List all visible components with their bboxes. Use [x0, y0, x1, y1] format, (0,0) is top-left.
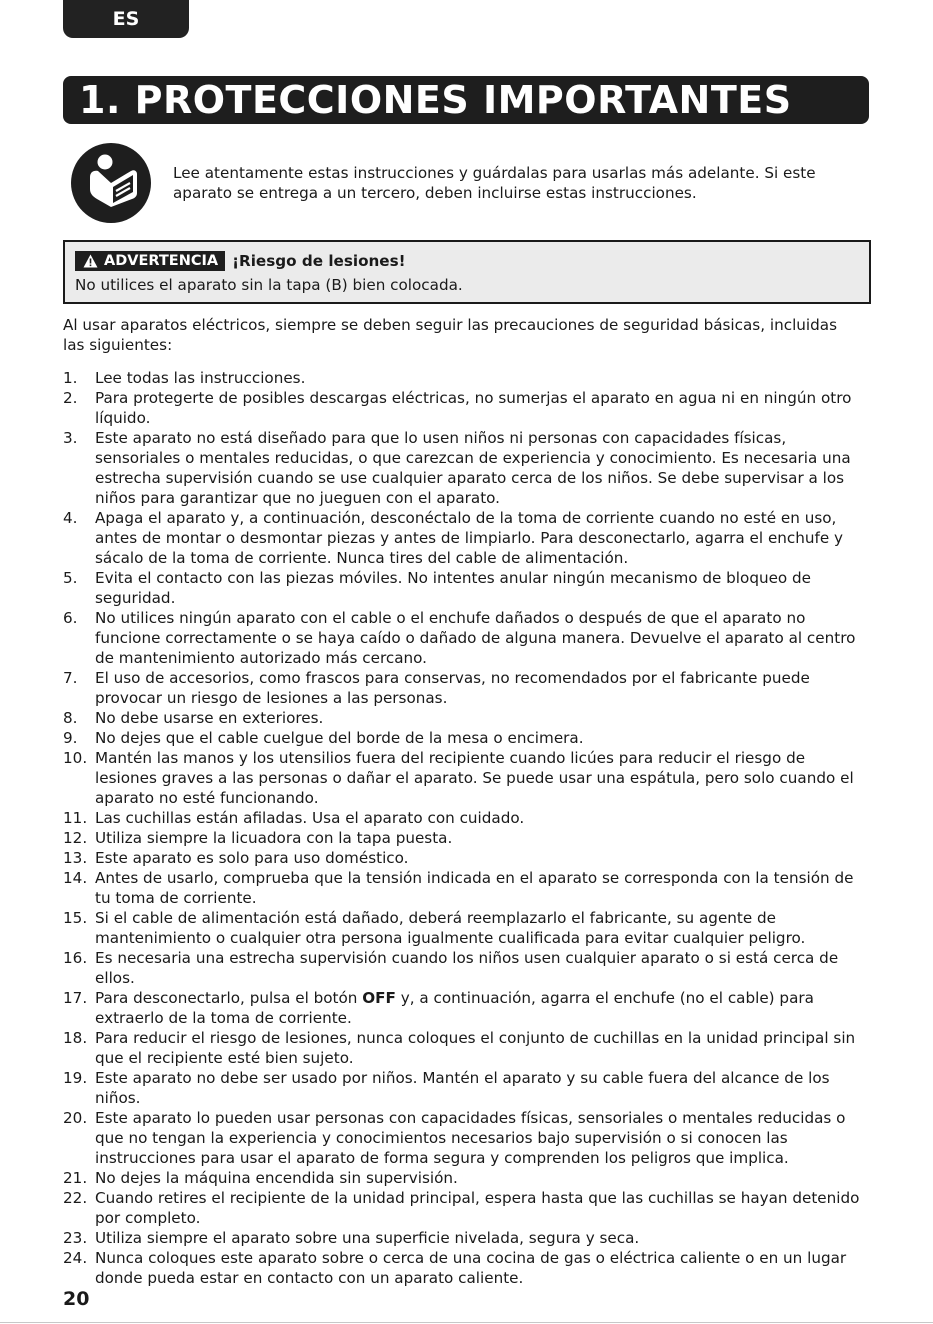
lead-paragraph: Al usar aparatos eléctricos, siempre se deben seguir las precauciones de seguridad básicas, incluidas las siguientes: — [63, 316, 837, 354]
item-number: 11. — [63, 809, 88, 827]
language-tab — [63, 0, 189, 38]
item-text: Nunca coloques este aparato sobre o cerca de una cocina de gas o eléctrica caliente o en un lugar donde pueda estar en contacto con un aparato caliente. — [95, 1249, 847, 1287]
warning-triangle-icon — [83, 254, 98, 268]
item-text: Este aparato lo pueden usar personas con capacidades físicas, sensoriales o mentales reducidas o que no tengan la experiencia y conocimientos necesarios bajo supervisión o si conocen las instrucciones para usar el aparato de forma segura y comprenden los peligros que implica. — [95, 1109, 846, 1167]
item-number: 22. — [63, 1189, 88, 1207]
item-text: Para reducir el riesgo de lesiones, nunca coloques el conjunto de cuchillas en la unidad principal sin que el recipiente esté bien sujeto. — [95, 1029, 856, 1067]
list-item — [63, 948, 871, 988]
item-text: Antes de usarlo, comprueba que la tensión indicada en el aparato se corresponda con la tensión de tu toma de corriente. — [95, 869, 854, 907]
list-item — [63, 1248, 871, 1288]
warning-box — [63, 240, 871, 304]
item-text: Utiliza siempre la licuadora con la tapa puesta. — [95, 829, 453, 847]
item-text: Es necesaria una estrecha supervisión cuando los niños usen cualquier aparato o si está cerca de ellos. — [95, 949, 839, 987]
item-text-part: Para desconectarlo, pulsa el botón — [95, 989, 363, 1007]
item-text: Utiliza siempre el aparato sobre una superficie nivelada, segura y seca. — [95, 1229, 640, 1247]
item-text: Apaga el aparato y, a continuación, desconéctalo de la toma de corriente cuando no esté en uso, antes de montar o desmontar piezas y antes de limpiarlo. Para desconectarlo, agarra el enchufe y sácalo de la toma de corriente. Nunca tires del cable de alimentación. — [95, 509, 844, 567]
intro-text: Lee atentamente estas instrucciones y guárdalas para usarlas más adelante. Si este aparato se entrega a un tercero, deben incluirse estas instrucciones. — [173, 164, 816, 202]
safety-instructions-list — [63, 368, 871, 1288]
list-item — [63, 1108, 871, 1168]
off-button-name: OFF — [362, 989, 396, 1007]
item-text: Lee todas las instrucciones. — [95, 369, 306, 387]
item-text: No dejes que el cable cuelgue del borde de la mesa o encimera. — [95, 729, 584, 747]
item-number: 17. — [63, 989, 88, 1007]
item-text: Este aparato no debe ser usado por niños. Mantén el aparato y su cable fuera del alcance de los niños. — [95, 1069, 830, 1107]
item-text: Las cuchillas están afiladas. Usa el aparato con cuidado. — [95, 809, 525, 827]
list-item — [63, 608, 871, 668]
list-item — [63, 368, 871, 388]
section-title: 1. PROTECCIONES IMPORTANTES — [79, 78, 792, 122]
list-item — [63, 868, 871, 908]
bottom-divider — [0, 1322, 933, 1323]
item-text-part: y, a continuación, agarra el enchufe (no el cable) para extraerlo de la toma de corriente. — [95, 989, 814, 1027]
list-item — [63, 1028, 871, 1068]
item-text: Cuando retires el recipiente de la unidad principal, espera hasta que las cuchillas se hayan detenido por completo. — [95, 1189, 860, 1227]
item-number: 14. — [63, 869, 88, 887]
item-number: 12. — [63, 829, 88, 847]
list-item — [63, 1068, 871, 1108]
item-text: Evita el contacto con las piezas móviles. No intentes anular ningún mecanismo de bloqueo de seguridad. — [95, 569, 812, 607]
item-text: Para protegerte de posibles descargas eléctricas, no sumerjas el aparato en agua ni en ningún otro líquido. — [95, 389, 852, 427]
item-number: 9. — [63, 729, 78, 747]
list-item — [63, 808, 871, 828]
item-text: No dejes la máquina encendida sin supervisión. — [95, 1169, 458, 1187]
item-number: 21. — [63, 1169, 88, 1187]
item-number: 19. — [63, 1069, 88, 1087]
item-number: 24. — [63, 1249, 88, 1267]
item-number: 23. — [63, 1229, 88, 1247]
item-number: 15. — [63, 909, 88, 927]
language-code: ES — [112, 8, 140, 30]
item-text: Este aparato es solo para uso doméstico. — [95, 849, 409, 867]
warning-text: No utilices el aparato sin la tapa (B) bien colocada. — [75, 276, 463, 294]
list-item — [63, 568, 871, 608]
item-number: 16. — [63, 949, 88, 967]
item-number: 18. — [63, 1029, 88, 1047]
list-item — [63, 828, 871, 848]
list-item — [63, 388, 871, 428]
list-item — [63, 988, 871, 1028]
item-text: No utilices ningún aparato con el cable o el enchufe dañados o después de que el aparato no funcione correctamente o se haya caído o dañado de alguna manera. Devuelve el aparato al centro de mantenimiento autorizado más cercano. — [95, 609, 856, 667]
list-item — [63, 748, 871, 808]
page-number: 20 — [63, 1288, 90, 1310]
item-text: Mantén las manos y los utensilios fuera del recipiente cuando licúes para reducir el riesgo de lesiones graves a las personas o dañar el aparato. Se puede usar una espátula, pero solo cuando el aparato no esté funcionando. — [95, 749, 854, 807]
list-item — [63, 1188, 871, 1228]
item-number: 10. — [63, 749, 88, 767]
item-number: 5. — [63, 569, 78, 587]
read-manual-icon — [71, 143, 151, 223]
list-item — [63, 848, 871, 868]
item-number: 8. — [63, 709, 78, 727]
item-number: 7. — [63, 669, 78, 687]
list-item — [63, 428, 871, 508]
warning-label — [75, 251, 225, 271]
warning-label-text: ADVERTENCIA — [104, 253, 219, 269]
item-text: Este aparato no está diseñado para que lo usen niños ni personas con capacidades físicas, sensoriales o mentales reducidas, o que carezcan de experiencia y conocimiento. Es necesaria una estrecha supervisión cuando se use cualquier aparato cerca de los niños. Se debe supervisar a los niños para garantizar que no jueguen con el aparato. — [95, 429, 851, 507]
item-number: 2. — [63, 389, 78, 407]
list-item — [63, 1168, 871, 1188]
list-item — [63, 1228, 871, 1248]
item-number: 13. — [63, 849, 88, 867]
item-number: 6. — [63, 609, 78, 627]
item-number: 20. — [63, 1109, 88, 1127]
list-item — [63, 908, 871, 948]
item-text: Si el cable de alimentación está dañado, deberá reemplazarlo el fabricante, su agente de mantenimiento o cualquier otra persona igualmente cualificada para evitar cualquier peligro. — [95, 909, 806, 947]
warning-heading: ¡Riesgo de lesiones! — [232, 252, 406, 270]
item-text — [95, 988, 871, 1028]
item-text: El uso de accesorios, como frascos para conservas, no recomendados por el fabricante puede provocar un riesgo de lesiones a las personas. — [95, 669, 810, 707]
item-number: 3. — [63, 429, 78, 447]
list-item — [63, 668, 871, 708]
item-text: No debe usarse en exteriores. — [95, 709, 324, 727]
section-title-bar — [63, 76, 869, 124]
list-item — [63, 508, 871, 568]
item-number: 1. — [63, 369, 78, 387]
list-item — [63, 708, 871, 728]
list-item — [63, 728, 871, 748]
item-number: 4. — [63, 509, 78, 527]
